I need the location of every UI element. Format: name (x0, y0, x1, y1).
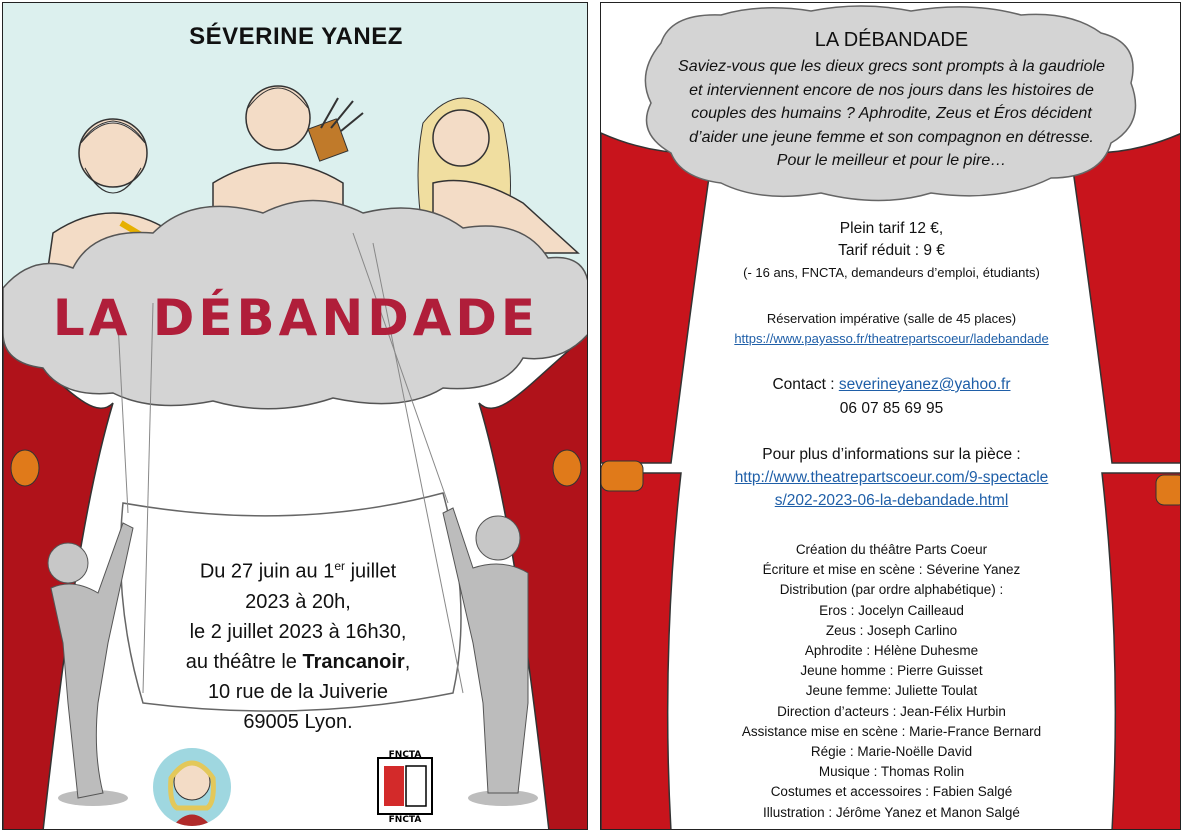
poster-title: LA DÉBANDADE (52, 289, 540, 347)
schedule-line-5: 10 rue de la Juiverie (207, 680, 389, 703)
more-info-label: Pour plus d’informations sur la pièce : (762, 446, 1021, 463)
pricing-block (696, 218, 1087, 284)
credit-line: Costumes et accessoires : Fabien Salgé (770, 784, 1013, 800)
credit-line: Direction d’acteurs : Jean-Félix Hurbin (777, 703, 1006, 719)
more-info-link[interactable]: s/202-2023-06-la-debandade.html (774, 492, 1009, 509)
synopsis-line: et interviennent encore de nos jours dans les histoires de (689, 81, 1094, 99)
fncta-logo (370, 748, 440, 823)
contact-block (696, 373, 1087, 421)
more-info-link[interactable]: http://www.theatrepartscoeur.com/9-spectacle (734, 469, 1049, 486)
svg-text:FNCTA: FNCTA (388, 750, 422, 760)
credit-line: Eros : Jocelyn Cailleaud (819, 602, 964, 618)
schedule-line-6: 69005 Lyon. (243, 710, 353, 733)
contact-phone: 06 07 85 69 95 (839, 400, 944, 417)
credit-line: Jeune femme: Juliette Toulat (805, 683, 978, 699)
credit-line: Écriture et mise en scène : Séverine Yanez (762, 562, 1021, 578)
credit-line: Musique : Thomas Rolin (818, 764, 965, 780)
full-price: Plein tarif 12 €, (839, 220, 944, 237)
author-name: SÉVERINE YANEZ (189, 23, 403, 50)
credit-line: Zeus : Joseph Carlino (825, 622, 958, 638)
reservation-link[interactable]: https://www.payasso.fr/theatrepartscoeur/ladebandade (734, 331, 1049, 346)
reservation-block (696, 309, 1087, 349)
credits-list (701, 540, 1082, 823)
credit-line: Distribution (par ordre alphabétique) : (779, 582, 1004, 598)
schedule-line-2: 2023 à 20h, (245, 590, 351, 613)
credit-line: Assistance mise en scène : Marie-France Bernard (741, 723, 1042, 739)
contact-email-link[interactable]: severineyanez@yahoo.fr (838, 376, 1011, 393)
schedule-block (143, 551, 453, 737)
schedule-line-1: Du 27 juin au 1er juillet (199, 559, 397, 583)
svg-text:FNCTA: FNCTA (388, 815, 422, 823)
schedule-line-3: le 2 juillet 2023 à 16h30, (189, 620, 407, 643)
synopsis (661, 55, 1122, 173)
info-title: LA DÉBANDADE (814, 29, 969, 51)
company-logo-avatar (153, 748, 231, 826)
schedule-line-4: au théâtre le Trancanoir, (185, 650, 411, 673)
synopsis-line: d’aider une jeune femme et son compagnon en détresse. (689, 128, 1094, 146)
credit-line: Illustration : Jérôme Yanez et Manon Salgé (763, 804, 1020, 820)
info-panel (600, 2, 1181, 830)
credit-line: Aphrodite : Hélène Duhesme (804, 643, 979, 659)
contact-label: Contact : (772, 376, 839, 393)
synopsis-line: couples des humains ? Aphrodite, Zeus et Éros décident (691, 105, 1092, 122)
reservation-label: Réservation impérative (salle de 45 places) (766, 311, 1017, 326)
credit-line: Régie : Marie-Noëlle David (810, 744, 973, 760)
venue-name: Trancanoir (302, 650, 405, 673)
poster-panel (2, 2, 588, 830)
reduced-price: Tarif réduit : 9 € (838, 242, 945, 259)
credit-line: Création du théâtre Parts Coeur (795, 542, 988, 557)
credit-line: Jeune homme : Pierre Guisset (800, 663, 983, 679)
synopsis-line: Saviez-vous que les dieux grecs sont prompts à la gaudriole (678, 58, 1105, 75)
synopsis-line: Pour le meilleur et pour le pire… (776, 152, 1007, 169)
more-info-block (696, 443, 1087, 512)
reduced-price-note: (- 16 ans, FNCTA, demandeurs d’emploi, étudiants) (743, 265, 1040, 280)
